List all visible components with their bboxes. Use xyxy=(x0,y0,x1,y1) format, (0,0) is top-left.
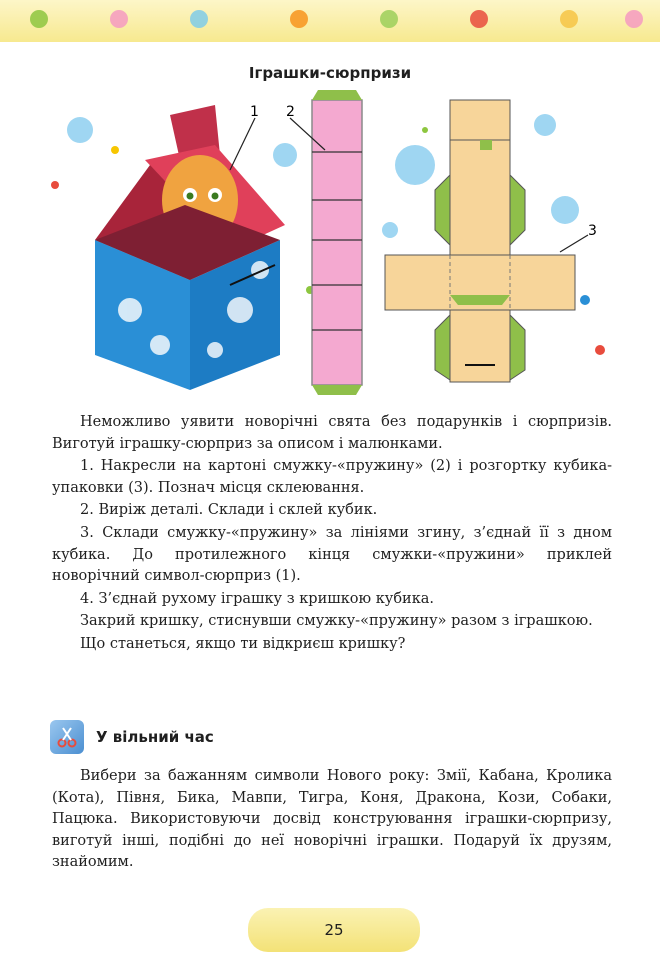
berry-icon xyxy=(470,10,488,28)
label-3: 3 xyxy=(588,223,597,239)
step-4: 4. З’єднай рухому іграшку з кришкою кубика. xyxy=(80,590,435,607)
step-2: 2. Виріж деталі. Склади і склей кубик. xyxy=(80,502,378,519)
question: Що станеться, якщо ти відкриєш кришку? xyxy=(80,635,406,652)
gift-box xyxy=(95,105,285,390)
decorative-top-border xyxy=(0,0,660,42)
toy-surprise-illustration xyxy=(40,90,620,395)
star-icon xyxy=(560,10,578,28)
flower-icon xyxy=(290,10,308,28)
intro-paragraph: Неможливо уявити новорічні свята без подарунків і сюрпризів. Виготуй іграшку-сюрприз за описом і малюнками. xyxy=(52,414,612,452)
callout-lines xyxy=(230,118,588,252)
label-1: 1 xyxy=(250,104,259,120)
flower-icon xyxy=(625,10,643,28)
flower-icon xyxy=(110,10,128,28)
section-title: У вільний час xyxy=(96,728,214,746)
page-title: Іграшки-сюрпризи xyxy=(248,64,412,82)
step-1: 1. Накресли на картоні смужку-«пружину» (2) і розгортку кубика-упаковки (3). Познач місця склеювання. xyxy=(52,458,612,496)
page-footer xyxy=(248,908,420,952)
closing-instruction: Закрий кришку, стиснувши смужку-«пружину» разом з іграшкою. xyxy=(80,613,593,630)
step-3: 3. Склади смужку-«пружину» за лініями згину, з’єднай її з дном кубика. До протилежного кінця смужки-«пружини» приклей новорічний символ-сюрприз (1). xyxy=(52,524,612,585)
scissors-icon xyxy=(50,720,84,754)
free-time-heading xyxy=(50,720,214,754)
instructions-block xyxy=(52,412,612,657)
leaf-icon xyxy=(380,10,398,28)
leaf-icon xyxy=(30,10,48,28)
spring-strip xyxy=(312,90,362,395)
free-time-block xyxy=(52,766,612,875)
page-number: 25 xyxy=(324,921,344,939)
free-time-paragraph: Вибери за бажанням символи Нового року: Змії, Кабана, Кролика (Кота), Півня, Бика, Мавпи, Тигра, Коня, Дракона, Кози, Собаки, Пацюка. Використовуючи досвід конструювання іграшки-сюрпризу, виготуй інші, подібні до неї новорічні іграшки. Подаруй їх друзям, знайомим. xyxy=(52,768,612,871)
cube-net xyxy=(385,100,575,382)
label-2: 2 xyxy=(286,104,295,120)
snowflake-icon xyxy=(190,10,208,28)
